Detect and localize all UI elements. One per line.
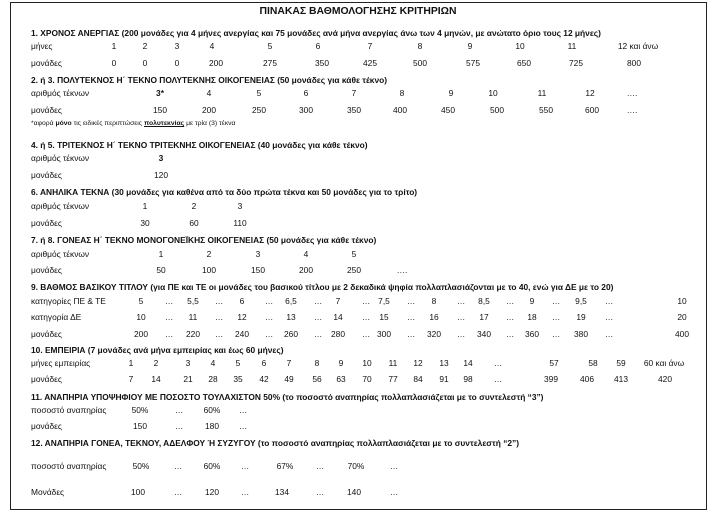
- section-9-row2-cell: …: [456, 312, 466, 322]
- section-4-row2-cell: 120: [154, 170, 168, 180]
- section-9-row1-label: κατηγορίες ΠΕ & ΤΕ: [31, 296, 106, 306]
- section-9-row2-cell: …: [361, 312, 371, 322]
- section-7-row2-cell: 50: [156, 265, 166, 275]
- section-12-row2-cell: …: [315, 487, 325, 497]
- section-9-row2-cell: 18: [527, 312, 537, 322]
- section-10-row2-cell: 14: [151, 374, 161, 384]
- section-1-row1-cell: 5: [267, 41, 273, 51]
- section-10-row1-cell: 7: [286, 358, 292, 368]
- section-9-row1-cell: …: [164, 296, 174, 306]
- section-7-heading: 7. ή 8. ΓΟΝΕΑΣ Η΄ ΤΕΚΝΟ ΜΟΝΟΓΟΝΕΪΚΗΣ ΟΙΚΟΓΕΝΕΙΑΣ (50 μονάδες για κάθε τέκνο): [31, 235, 377, 245]
- section-2-row1-cell: 8: [399, 88, 405, 98]
- section-10-row2-cell: 63: [336, 374, 346, 384]
- section-9-row2-cell: 20: [677, 312, 687, 322]
- section-9-row1-cell: 10: [677, 296, 687, 306]
- section-9-row1-cell: …: [505, 296, 515, 306]
- section-9-row2-cell: …: [406, 312, 416, 322]
- section-9-row1-cell: 9,5: [575, 296, 587, 306]
- section-2-row1-cell: ….: [626, 88, 638, 98]
- section-1-row2-cell: 0: [142, 58, 148, 68]
- section-9-row1-cell: 7: [335, 296, 341, 306]
- section-10-row1-cell: 2: [153, 358, 159, 368]
- section-9-row3-label: μονάδες: [31, 329, 62, 339]
- section-6-row1-cell: 1: [142, 201, 148, 211]
- section-9-row2-cell: 12: [237, 312, 247, 322]
- section-9-row2-cell: …: [164, 312, 174, 322]
- section-2-row1-cell: 9: [448, 88, 454, 98]
- section-10-row2-cell: 70: [362, 374, 372, 384]
- section-7-row1-cell: 4: [303, 249, 309, 259]
- section-2-row1-cell: 6: [303, 88, 309, 98]
- section-10-row2-cell: 77: [388, 374, 398, 384]
- section-2-row2-cell: 400: [393, 105, 407, 115]
- section-7-row1-cell: 2: [206, 249, 212, 259]
- section-2-row1-cell: 5: [256, 88, 262, 98]
- section-12-row2-cell: 134: [275, 487, 289, 497]
- section-1-heading: 1. ΧΡΟΝΟΣ ΑΝΕΡΓΙΑΣ (200 μονάδες για 4 μήνες ανεργίας και 75 μονάδες ανά μήνα ανεργίας άνω των 4 μηνών, με ανώτατο όριο τους 12 μήνες): [31, 28, 601, 38]
- section-10-row2-cell: 420: [658, 374, 672, 384]
- section-9-row1-cell: 9: [529, 296, 535, 306]
- section-9-row2-label: κατηγορία ΔΕ: [31, 312, 82, 322]
- section-6-row2-cell: 30: [140, 218, 150, 228]
- section-11-heading: 11. ΑΝΑΠΗΡΙΑ ΥΠΟΨΗΦΙΟΥ ΜΕ ΠΟΣΟΣΤΟ ΤΟΥΛΑΧΙΣΤΟΝ 50% (το ποσοστό αναπηρίας πολλαπλασιάζεται με το συντελεστή “3”): [31, 392, 544, 402]
- section-9-row1-cell: 6: [239, 296, 245, 306]
- section-10-row2-cell: 91: [439, 374, 449, 384]
- section-12-row1-cell: …: [315, 461, 325, 471]
- section-10-row2-cell: 49: [284, 374, 294, 384]
- section-7-row1-cell: 1: [158, 249, 164, 259]
- section-9-row1-cell: 8,5: [478, 296, 490, 306]
- section-1-row2-cell: 0: [111, 58, 117, 68]
- section-9-heading: 9. ΒΑΘΜΟΣ ΒΑΣΙΚΟΥ ΤΙΤΛΟΥ (για ΠΕ και ΤΕ οι μονάδες του βασικού τίτλου με 2 δεκαδικά ψηφία πολλαπλασιάζονται με το 40, ενώ για ΔΕ με το 20): [31, 282, 614, 292]
- section-12-row1-cell: …: [173, 461, 183, 471]
- footnote-part: πολυτεκνίας: [143, 120, 185, 127]
- section-12-row1-cell: 50%: [132, 461, 150, 471]
- section-2-row1-cell: 11: [537, 88, 547, 98]
- section-1-row2-cell: 725: [569, 58, 583, 68]
- section-10-row1-cell: 8: [314, 358, 320, 368]
- section-12-row2-cell: 100: [131, 487, 145, 497]
- section-9-row1-cell: …: [313, 296, 323, 306]
- section-7-row1-label: αριθμός τέκνων: [31, 249, 90, 259]
- section-2-row1-cell: 12: [585, 88, 595, 98]
- footnote-part: αφορά: [33, 120, 56, 127]
- section-9-row3-cell: …: [264, 329, 274, 339]
- section-9-row3-cell: …: [313, 329, 323, 339]
- section-11-row1-cell: 60%: [203, 405, 221, 415]
- section-1-row2-cell: 200: [209, 58, 223, 68]
- section-9-row1-cell: …: [214, 296, 224, 306]
- section-2-row2-cell: 550: [539, 105, 553, 115]
- page-title: ΠΙΝΑΚΑΣ ΒΑΘΜΟΛΟΓΗΣΗΣ ΚΡΙΤΗΡΙΩΝ: [259, 6, 457, 17]
- section-9-row2-cell: …: [214, 312, 224, 322]
- section-6-row2-label: μονάδες: [31, 218, 62, 228]
- section-9-row3-cell: …: [361, 329, 371, 339]
- section-2-heading: 2. ή 3. ΠΟΛΥΤΕΚΝΟΣ Η΄ ΤΕΚΝΟ ΠΟΛΥΤΕΚΝΗΣ ΟΙΚΟΓΕΝΕΙΑΣ (50 μονάδες για κάθε τέκνο): [31, 75, 388, 85]
- section-7-row2-cell: 100: [202, 265, 216, 275]
- section-12-row2-cell: …: [173, 487, 183, 497]
- section-9-row1-cell: …: [406, 296, 416, 306]
- section-4-row1-cell: 3: [158, 153, 164, 163]
- section-11-row2-cell: 180: [205, 421, 219, 431]
- section-2-row2-cell: 450: [441, 105, 455, 115]
- section-1-row2-cell: 500: [413, 58, 427, 68]
- section-1-row2-cell: 650: [517, 58, 531, 68]
- section-1-row1-label: μήνες: [31, 41, 53, 51]
- section-10-row1-cell: 9: [338, 358, 344, 368]
- section-6-row1-cell: 3: [237, 201, 243, 211]
- section-10-row2-cell: …: [493, 374, 503, 384]
- section-2-row2-cell: 500: [490, 105, 504, 115]
- section-1-row2-cell: 0: [174, 58, 180, 68]
- section-9-row1-cell: …: [264, 296, 274, 306]
- section-1-row1-cell: 2: [142, 41, 148, 51]
- section-10-row1-cell: 11: [388, 358, 398, 368]
- section-10-row2-label: μονάδες: [31, 374, 62, 384]
- section-2-row2-cell: 250: [252, 105, 266, 115]
- section-11-row2-cell: …: [174, 421, 184, 431]
- section-10-row2-cell: 84: [413, 374, 423, 384]
- section-9-row3-cell: 220: [186, 329, 200, 339]
- section-9-row3-cell: 300: [377, 329, 391, 339]
- section-10-row1-cell: 60 και άνω: [643, 358, 685, 368]
- section-9-row3-cell: 240: [235, 329, 249, 339]
- section-7-row1-cell: 3: [255, 249, 261, 259]
- section-10-row2-cell: 98: [463, 374, 473, 384]
- section-2-row1-cell: 7: [351, 88, 357, 98]
- section-1-row1-cell: 12 και άνω: [617, 41, 659, 51]
- section-9-row2-cell: …: [264, 312, 274, 322]
- section-10-row2-cell: 406: [580, 374, 594, 384]
- section-9-row3-cell: 400: [675, 329, 689, 339]
- section-2-row2-cell: 300: [299, 105, 313, 115]
- section-10-row2-cell: 399: [544, 374, 558, 384]
- section-9-row2-cell: …: [505, 312, 515, 322]
- section-10-row2-cell: 56: [312, 374, 322, 384]
- footnote-part: μόνο: [55, 120, 72, 127]
- section-7-row2-label: μονάδες: [31, 265, 62, 275]
- section-9-row1-cell: …: [361, 296, 371, 306]
- section-9-row3-cell: …: [456, 329, 466, 339]
- section-12-row1-label: ποσοστό αναπηρίας: [31, 461, 107, 471]
- section-9-row3-cell: …: [164, 329, 174, 339]
- section-10-row2-cell: 21: [183, 374, 193, 384]
- section-1-row1-cell: 6: [315, 41, 321, 51]
- section-1-row1-cell: 11: [567, 41, 577, 51]
- section-10-row1-cell: 6: [261, 358, 267, 368]
- section-12-row2-cell: 140: [347, 487, 361, 497]
- section-9-row1-cell: 5,5: [187, 296, 199, 306]
- section-2-row2-cell: ….: [626, 105, 638, 115]
- section-10-row1-label: μήνες εμπειρίας: [31, 358, 91, 368]
- section-1-row2-cell: 350: [315, 58, 329, 68]
- section-1-row1-cell: 3: [174, 41, 180, 51]
- footnote-part: με τρία (3) τέκνα: [184, 120, 236, 127]
- section-11-row2-cell: …: [238, 421, 248, 431]
- section-7-row1-cell: 5: [351, 249, 357, 259]
- section-9-row1-cell: …: [456, 296, 466, 306]
- section-9-row2-cell: 10: [136, 312, 146, 322]
- section-9-row3-cell: 380: [574, 329, 588, 339]
- section-7-row2-cell: 250: [347, 265, 361, 275]
- section-9-row2-cell: 15: [379, 312, 389, 322]
- section-12-row1-cell: …: [240, 461, 250, 471]
- section-10-row2-cell: 28: [208, 374, 218, 384]
- section-9-row1-cell: …: [551, 296, 561, 306]
- section-12-row1-cell: 70%: [347, 461, 365, 471]
- section-6-row2-cell: 60: [189, 218, 199, 228]
- section-9-row3-cell: 320: [427, 329, 441, 339]
- section-6-row1-label: αριθμός τέκνων: [31, 201, 90, 211]
- section-9-row2-cell: …: [313, 312, 323, 322]
- footnote-part: *: [31, 120, 34, 127]
- section-9-row1-cell: 8: [431, 296, 437, 306]
- section-9-row2-cell: 14: [333, 312, 343, 322]
- section-12-row2-cell: …: [389, 487, 399, 497]
- section-9-row3-cell: 360: [525, 329, 539, 339]
- section-2-row2-cell: 200: [202, 105, 216, 115]
- section-1-row1-cell: 8: [417, 41, 423, 51]
- section-1-row1-cell: 10: [515, 41, 525, 51]
- section-4-row1-label: αριθμός τέκνων: [31, 153, 90, 163]
- section-11-row2-label: μονάδες: [31, 421, 62, 431]
- section-6-row1-cell: 2: [191, 201, 197, 211]
- section-9-row3-cell: …: [505, 329, 515, 339]
- section-11-row2-cell: 150: [133, 421, 147, 431]
- section-2-row1-cell: 3*: [156, 88, 164, 98]
- section-10-row2-cell: 413: [614, 374, 628, 384]
- section-10-row2-cell: 35: [233, 374, 243, 384]
- section-9-row1-cell: …: [604, 296, 614, 306]
- section-11-row1-cell: …: [238, 405, 248, 415]
- section-9-row3-cell: 260: [284, 329, 298, 339]
- section-4-row2-label: μονάδες: [31, 170, 62, 180]
- section-2-footnote: [31, 121, 235, 128]
- section-10-row1-cell: 3: [185, 358, 191, 368]
- section-10-row2-cell: 42: [259, 374, 269, 384]
- section-9-row2-cell: 16: [429, 312, 439, 322]
- section-1-row1-cell: 4: [209, 41, 215, 51]
- section-9-row3-cell: 200: [134, 329, 148, 339]
- section-10-row1-cell: 4: [210, 358, 216, 368]
- section-9-row1-cell: 7,5: [378, 296, 390, 306]
- section-10-row1-cell: 12: [413, 358, 423, 368]
- section-1-row2-label: μονάδες: [31, 58, 62, 68]
- section-11-row1-label: ποσοστό αναπηρίας: [31, 405, 107, 415]
- section-9-row3-cell: 280: [331, 329, 345, 339]
- section-9-row2-cell: 17: [479, 312, 489, 322]
- section-6-row2-cell: 110: [233, 218, 247, 228]
- section-2-row1-cell: 10: [488, 88, 498, 98]
- section-10-row1-cell: 5: [235, 358, 241, 368]
- section-10-row2-cell: 7: [128, 374, 134, 384]
- section-12-row1-cell: 67%: [276, 461, 294, 471]
- section-1-row1-cell: 1: [111, 41, 117, 51]
- section-2-row2-cell: 150: [153, 105, 167, 115]
- section-12-row2-label: Μονάδες: [31, 487, 65, 497]
- section-9-row3-cell: …: [406, 329, 416, 339]
- section-9-row3-cell: …: [604, 329, 614, 339]
- section-2-row2-cell: 350: [347, 105, 361, 115]
- section-2-row2-cell: 600: [585, 105, 599, 115]
- section-1-row1-cell: 9: [467, 41, 473, 51]
- section-10-row1-cell: 58: [588, 358, 598, 368]
- section-7-row2-cell: 150: [251, 265, 265, 275]
- section-10-heading: 10. ΕΜΠΕΙΡΙΑ (7 μονάδες ανά μήνα εμπειρίας και έως 60 μήνες): [31, 345, 284, 355]
- section-10-row1-cell: 10: [362, 358, 372, 368]
- section-12-row2-cell: …: [240, 487, 250, 497]
- section-2-row1-label: αριθμός τέκνων: [31, 88, 90, 98]
- section-10-row1-cell: 59: [616, 358, 626, 368]
- section-1-row2-cell: 425: [363, 58, 377, 68]
- section-9-row2-cell: 13: [286, 312, 296, 322]
- section-7-row2-cell: 200: [299, 265, 313, 275]
- footnote-part: τις ειδικές περιπτώσεις: [71, 120, 144, 127]
- section-6-heading: 6. ΑΝΗΛΙΚΑ ΤΕΚΝΑ (30 μονάδες για καθένα από τα δύο πρώτα τέκνα και 50 μονάδες για το τρίτο): [31, 187, 418, 197]
- section-9-row3-cell: 340: [477, 329, 491, 339]
- section-10-row1-cell: 1: [128, 358, 134, 368]
- section-1-row2-cell: 800: [627, 58, 641, 68]
- section-9-row3-cell: …: [214, 329, 224, 339]
- section-11-row1-cell: …: [174, 405, 184, 415]
- section-2-row2-label: μονάδες: [31, 105, 62, 115]
- section-10-row1-cell: …: [493, 358, 503, 368]
- section-12-row2-cell: 120: [205, 487, 219, 497]
- section-9-row2-cell: …: [551, 312, 561, 322]
- section-9-row1-cell: 5: [138, 296, 144, 306]
- section-9-row2-cell: …: [604, 312, 614, 322]
- section-10-row1-cell: 57: [549, 358, 559, 368]
- section-10-row1-cell: 14: [463, 358, 473, 368]
- section-1-row2-cell: 275: [263, 58, 277, 68]
- section-12-row1-cell: …: [389, 461, 399, 471]
- section-4-heading: 4. ή 5. ΤΡΙΤΕΚΝΟΣ Η΄ ΤΕΚΝΟ ΤΡΙΤΕΚΝΗΣ ΟΙΚΟΓΕΝΕΙΑΣ (40 μονάδες για κάθε τέκνο): [31, 140, 368, 150]
- section-1-row2-cell: 575: [466, 58, 480, 68]
- section-11-row1-cell: 50%: [131, 405, 149, 415]
- section-1-row1-cell: 7: [367, 41, 373, 51]
- section-12-row1-cell: 60%: [203, 461, 221, 471]
- section-12-heading: 12. ΑΝΑΠΗΡΙΑ ΓΟΝΕΑ, ΤΕΚΝΟΥ, ΑΔΕΛΦΟΥ Ή ΣΥΖΥΓΟΥ (το ποσοστό αναπηρίας πολλαπλασιάζεται με το συντελεστή “2”): [31, 438, 520, 448]
- section-9-row3-cell: …: [551, 329, 561, 339]
- section-2-row1-cell: 4: [206, 88, 212, 98]
- section-10-row1-cell: 13: [439, 358, 449, 368]
- section-9-row1-cell: 6,5: [285, 296, 297, 306]
- section-7-row2-cell: ….: [396, 265, 408, 275]
- section-9-row2-cell: 19: [576, 312, 586, 322]
- section-9-row2-cell: 11: [188, 312, 198, 322]
